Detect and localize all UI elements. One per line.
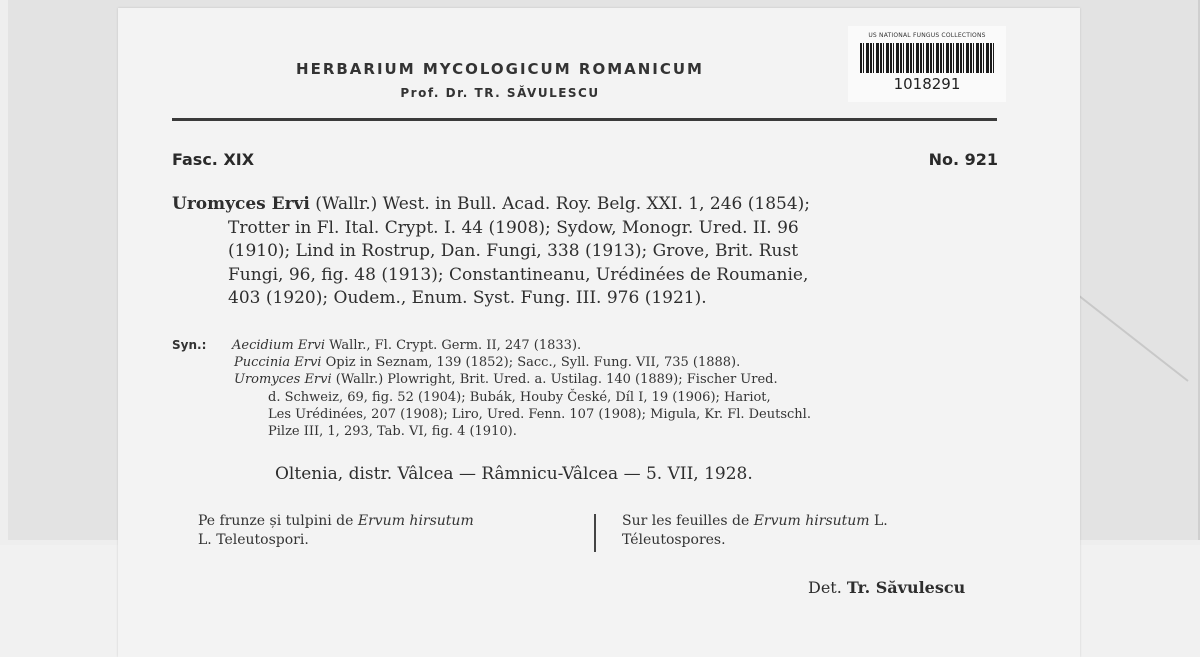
determiner: [808, 578, 965, 597]
synonym-2-citation: Opiz in Seznam, 139 (1852); Sacc., Syll. Fung. VII, 735 (1888).: [321, 355, 741, 371]
species-name: Uromyces Ervi: [172, 194, 310, 214]
synonym-2-name: Puccinia Ervi: [234, 355, 322, 371]
citation-line-5: 403 (1920); Oudem., Enum. Syst. Fung. III. 976 (1921).: [228, 288, 707, 308]
header-rule: [172, 118, 997, 121]
habitat-french: [622, 512, 1022, 550]
habitat-ro-host: Ervum hirsutum: [357, 513, 474, 529]
synonym-3-line-3: Les Urédinées, 207 (1908); Liro, Ured. Fenn. 107 (1908); Migula, Kr. Fl. Deutschl.: [268, 406, 811, 422]
herbarium-title: HERBARIUM MYCOLOGICUM ROMANICUM: [296, 60, 704, 78]
citation-line-2: Trotter in Fl. Ital. Crypt. I. 44 (1908); Sydow, Monogr. Ured. II. 96: [228, 217, 799, 238]
habitat-fr-author: L.: [869, 513, 888, 529]
fascicle-label: Fasc. XIX: [172, 150, 255, 169]
synonym-3-line-2: d. Schweiz, 69, fig. 52 (1904); Bubák, Houby České, Díl I, 19 (1906); Hariot,: [268, 389, 771, 405]
determiner-prefix: Det.: [808, 578, 842, 597]
synonym-1-citation: Wallr., Fl. Crypt. Germ. II, 247 (1833).: [325, 338, 582, 353]
synonym-1-name: Aecidium Ervi: [232, 338, 326, 353]
barcode-caption: US NATIONAL FUNGUS COLLECTIONS: [868, 32, 986, 39]
specimen-number: No. 921: [928, 150, 998, 169]
habitat-romanian: [198, 512, 578, 550]
citation-line-3: (1910); Lind in Rostrup, Dan. Fungi, 338 (1913); Grove, Brit. Rust: [228, 241, 799, 261]
collection-locality: Oltenia, distr. Vâlcea — Râmnicu-Vâlcea — 5. VII, 1928.: [275, 464, 753, 484]
herbarium-subtitle: Prof. Dr. TR. SĂVULESCU: [400, 86, 600, 100]
citation-line-4: Fungi, 96, fig. 48 (1913); Constantineanu, Urédinées de Roumanie,: [228, 264, 809, 285]
synonym-3-line-4: Pilze III, 1, 293, Tab. VI, fig. 4 (1910).: [268, 424, 517, 440]
habitat-ro-line-2: L. Teleutospori.: [198, 532, 309, 548]
habitat-fr-line-2: Téleutospores.: [622, 532, 726, 548]
herbarium-label: [118, 8, 1080, 657]
synonyms-label: Syn.:: [172, 338, 207, 352]
habitat-ro-text: Pe frunze și tulpini de: [198, 513, 358, 529]
synonyms-block: [172, 337, 1017, 440]
citation-line-1: (Wallr.) West. in Bull. Acad. Roy. Belg. XXI. 1, 246 (1854);: [309, 194, 811, 214]
synonym-3-citation: (Wallr.) Plowright, Brit. Ured. a. Ustilag. 140 (1889); Fischer Ured.: [331, 372, 778, 388]
species-citation: [172, 193, 1002, 311]
determiner-name: Tr. Săvulescu: [846, 578, 966, 597]
barcode-number: 1018291: [893, 75, 961, 93]
habitat-fr-host: Ervum hirsutum: [753, 513, 870, 529]
synonym-3-name: Uromyces Ervi: [234, 372, 332, 388]
column-divider: [594, 514, 596, 552]
habitat-fr-text: Sur les feuilles de: [622, 513, 754, 529]
